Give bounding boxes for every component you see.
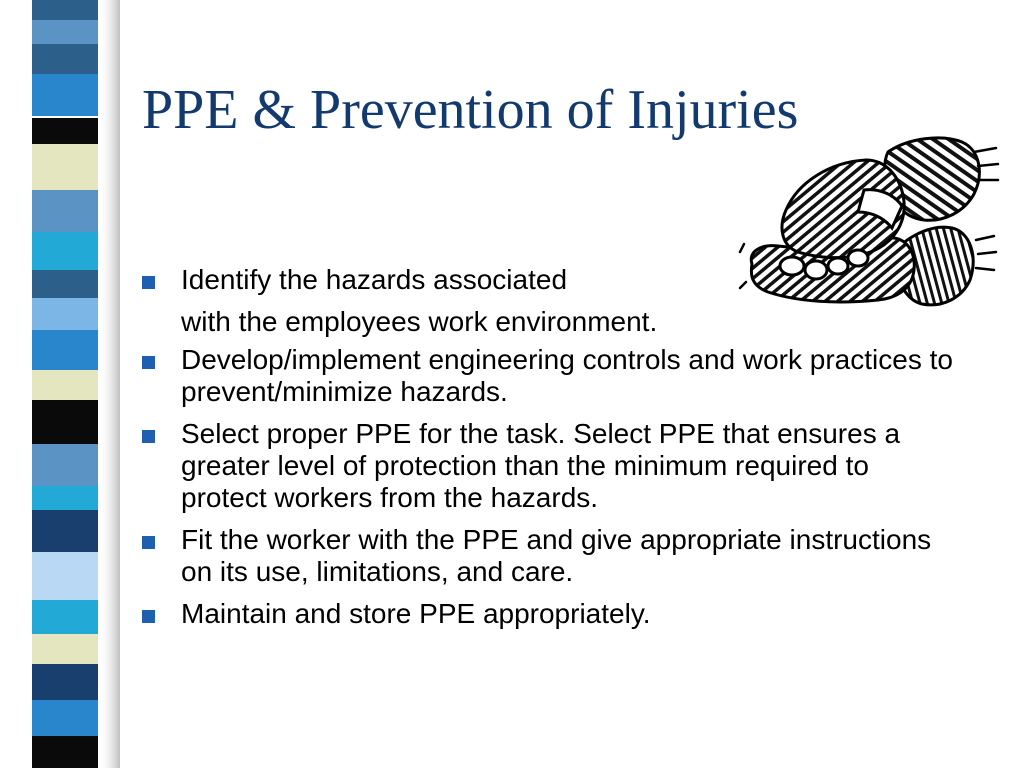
stripe-pattern — [0, 0, 120, 768]
stripe-band — [32, 444, 98, 486]
stripe-bands — [32, 0, 98, 768]
bullet-item — [142, 344, 962, 408]
decorative-stripe-bar — [0, 0, 120, 768]
square-bullet-icon — [142, 536, 155, 549]
square-bullet-icon — [142, 276, 155, 289]
stripe-band — [32, 486, 98, 510]
stripe-band — [32, 700, 98, 736]
bullet-item — [142, 264, 962, 338]
bullet-list — [142, 264, 962, 640]
square-bullet-icon — [142, 356, 155, 369]
stripe-band — [32, 144, 98, 190]
bullet-text: Maintain and store PPE appropriately. — [181, 598, 651, 629]
stripe-band — [32, 330, 98, 370]
bullet-item — [142, 418, 962, 514]
bullet-text: Select proper PPE for the task. Select PPE that ensures a greater level of protection than the minimum required to protect workers from the hazards. — [181, 418, 901, 513]
square-bullet-icon — [142, 610, 155, 623]
stripe-band — [32, 0, 98, 20]
stripe-band — [32, 400, 98, 444]
stripe-band — [32, 370, 98, 400]
stripe-shadow — [98, 0, 120, 768]
stripe-band — [32, 20, 98, 44]
stripe-band — [32, 190, 98, 232]
stripe-band — [32, 634, 98, 664]
bullet-item — [142, 524, 962, 588]
stripe-band — [32, 118, 98, 144]
stripe-band — [32, 270, 98, 298]
bullet-text: Identify the hazards associated — [181, 264, 568, 295]
stripe-band — [32, 298, 98, 330]
bullet-text: Develop/implement engineering controls and work practices to prevent/minimize hazards. — [181, 344, 953, 407]
stripe-band — [32, 232, 98, 270]
stripe-band — [32, 74, 98, 116]
stripe-band — [32, 44, 98, 74]
bullet-text: Fit the worker with the PPE and give appropriate instructions on its use, limitations, and care. — [181, 524, 932, 587]
stripe-band — [32, 600, 98, 634]
slide-title: PPE & Prevention of Injuries — [142, 79, 799, 141]
bullet-text-continuation: with the employees work environment. — [181, 306, 658, 337]
stripe-band — [32, 736, 98, 768]
stripe-band — [32, 664, 98, 700]
square-bullet-icon — [142, 430, 155, 443]
stripe-band — [32, 552, 98, 600]
stripe-band — [32, 510, 98, 552]
bullet-item — [142, 598, 962, 630]
